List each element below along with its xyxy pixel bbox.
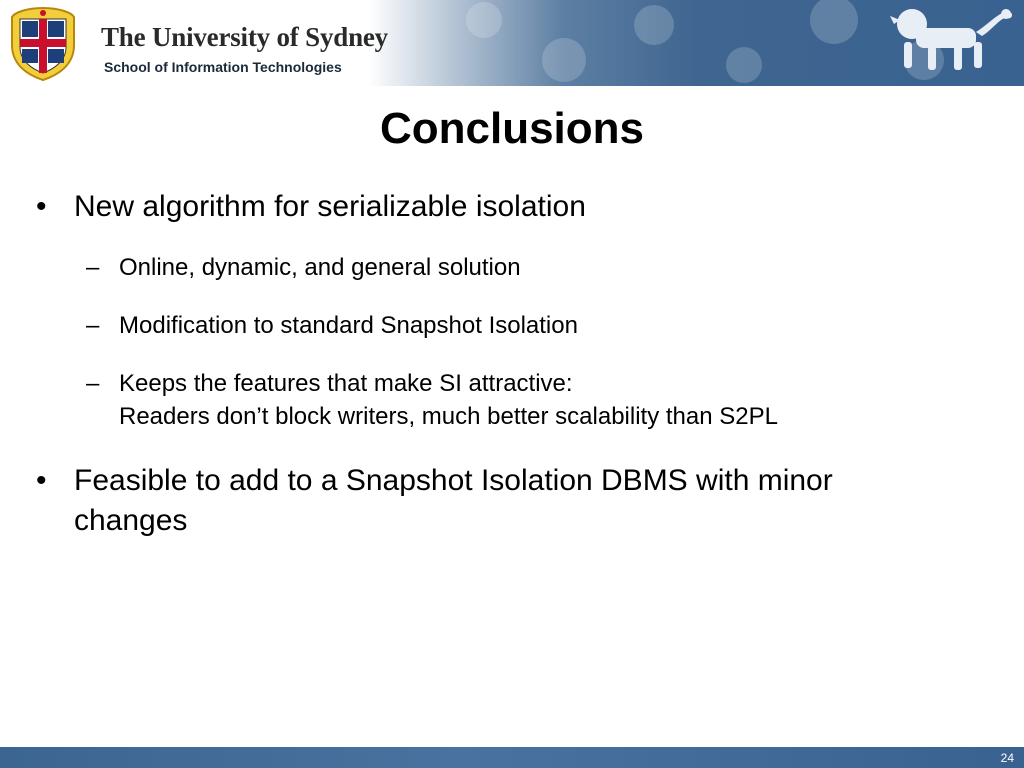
- slide-title: Conclusions: [379, 104, 645, 153]
- lion-emblem-icon: [882, 2, 1020, 76]
- university-name: The University of Sydney: [101, 22, 388, 52]
- bullet-marker: •: [36, 190, 47, 223]
- bullet-text: Feasible to add to a Snapshot Isolation DBMS with minor: [74, 464, 833, 497]
- sub-bullet-marker: –: [86, 254, 100, 281]
- bullet-text: New algorithm for serializable isolation: [74, 190, 586, 223]
- school-name: School of Information Technologies: [104, 59, 342, 75]
- university-crest-icon: [6, 5, 80, 82]
- sub-bullet-text: Modification to standard Snapshot Isolation: [119, 312, 578, 339]
- sub-bullet-text: Keeps the features that make SI attractive:: [119, 370, 573, 397]
- header-banner: [0, 0, 1024, 86]
- sub-bullet-marker: –: [86, 370, 100, 397]
- sub-bullet-text: Readers don’t block writers, much better scalability than S2PL: [119, 403, 778, 430]
- sub-bullet-text: Online, dynamic, and general solution: [119, 254, 521, 281]
- footer-bar: [0, 747, 1024, 768]
- page-number: 24: [1000, 751, 1014, 765]
- bullet-marker: •: [36, 464, 47, 497]
- sub-bullet-marker: –: [86, 312, 100, 339]
- bullet-text: changes: [74, 504, 188, 537]
